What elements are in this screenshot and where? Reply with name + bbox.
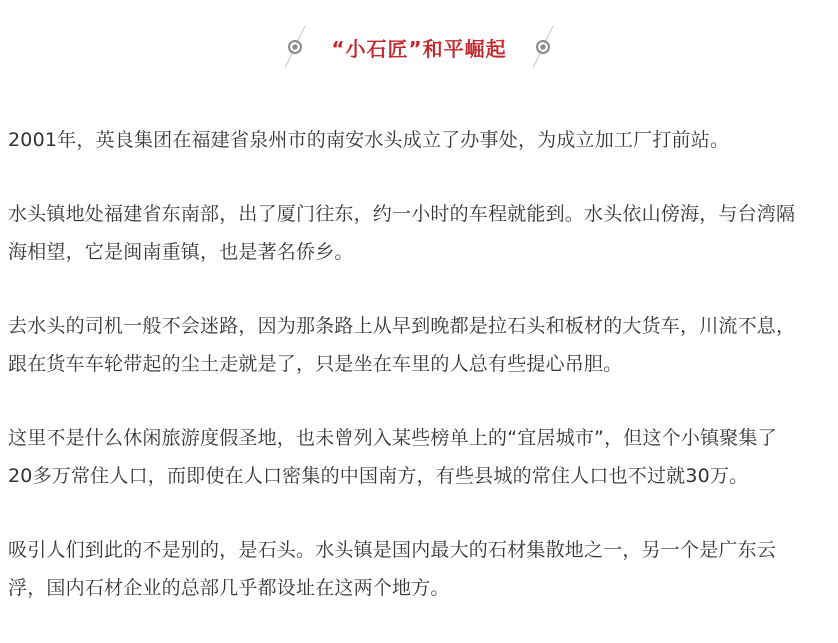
stone-ornament-icon: [525, 24, 561, 70]
article-body: [8, 121, 834, 643]
section-header: [0, 24, 838, 70]
stone-ornament-icon: [277, 24, 313, 70]
paragraph-line: 去水头的司机一般不会迷路，因为那条路上从早到晚都是拉石头和板材的大货车，川流不息，: [8, 315, 796, 337]
paragraph-line: 这里不是什么休闲旅游度假圣地，也未曾列入某些榜单上的“宜居城市”，但这个小镇聚集了: [8, 427, 777, 449]
paragraph-line: 20多万常住人口，而即使在人口密集的中国南方，有些县城的常住人口也不过就30万。: [8, 465, 749, 487]
paragraph: [8, 419, 834, 495]
paragraph: [8, 531, 834, 607]
paragraph: [8, 195, 834, 271]
paragraph-line: 吸引人们到此的不是别的，是石头。水头镇是国内最大的石材集散地之一，另一个是广东云: [8, 539, 777, 561]
section-title: “小石匠”和平崛起: [331, 36, 507, 61]
paragraph-line: 水头镇地处福建省东南部，出了厦门往东，约一小时的车程就能到。水头依山傍海，与台湾隔: [8, 203, 796, 225]
paragraph-line: 2001年，英良集团在福建省泉州市的南安水头成立了办事处，为成立加工厂打前站。: [8, 129, 730, 151]
paragraph-line: 海相望，它是闽南重镇，也是著名侨乡。: [8, 241, 354, 263]
paragraph-line: 跟在货车车轮带起的尘土走就是了，只是坐在车里的人总有些提心吊胆。: [8, 353, 623, 375]
paragraph: [8, 121, 834, 159]
paragraph: [8, 307, 834, 383]
paragraph-line: 浮，国内石材企业的总部几乎都设址在这两个地方。: [8, 577, 450, 599]
